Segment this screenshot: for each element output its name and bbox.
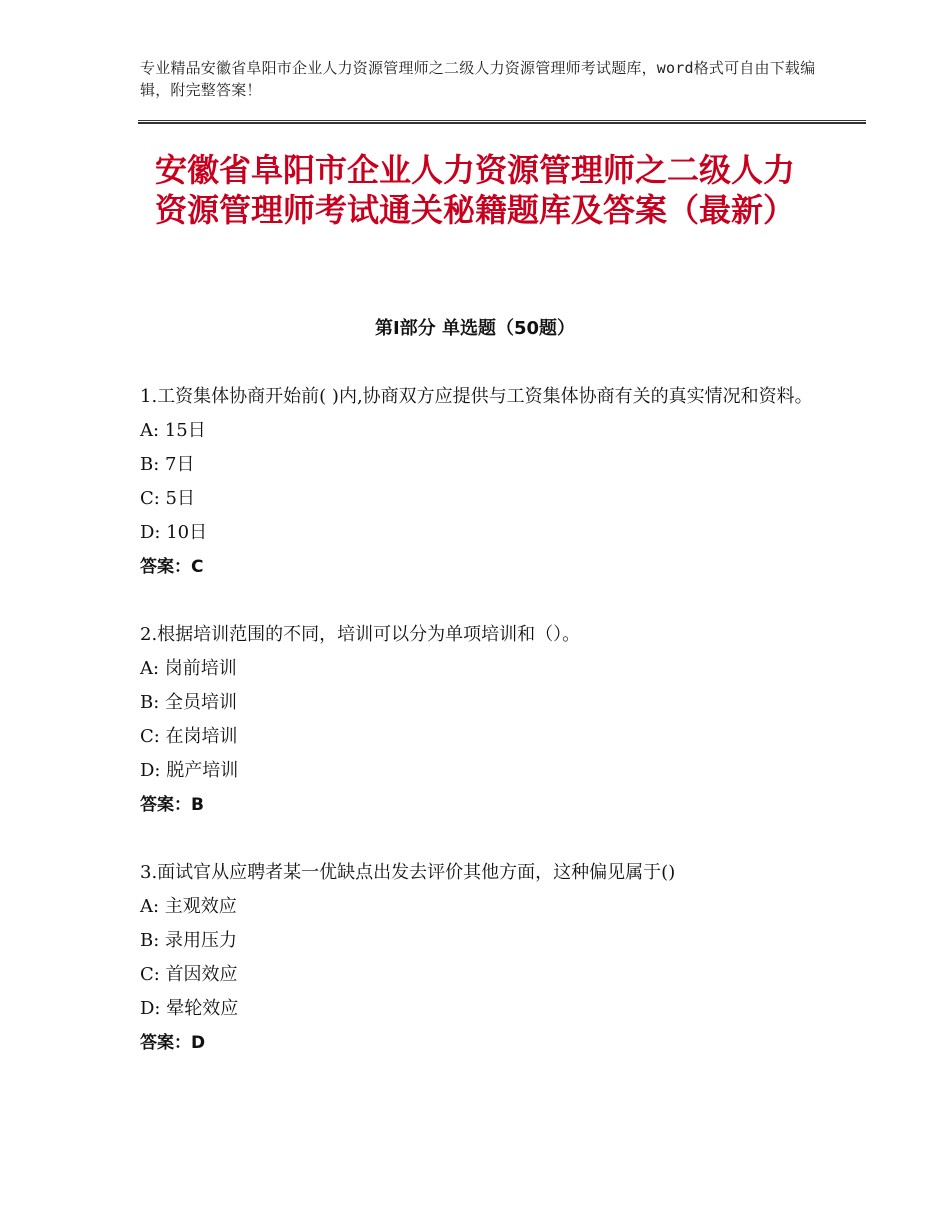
question-stem: 2.根据培训范围的不同，培训可以分为单项培训和（）。	[140, 624, 581, 645]
section-title: 第Ⅰ部分 单选题（50题）	[374, 318, 575, 339]
option-d: D: 晕轮效应	[140, 998, 239, 1019]
question-stem: 1.工资集体协商开始前( )内,协商双方应提供与工资集体协商有关的真实情况和资料。	[140, 386, 813, 407]
option-d: D: 脱产培训	[140, 760, 239, 781]
option-a: A: 主观效应	[140, 896, 237, 917]
document-title: 安徽省阜阳市企业人力资源管理师之二级人力资源管理师考试通关秘籍题库及答案（最新）	[154, 151, 795, 229]
header-note: 专业精品安徽省阜阳市企业人力资源管理师之二级人力资源管理师考试题库，word格式可自由下载编辑，附完整答案！	[140, 59, 816, 99]
option-b: B: 录用压力	[140, 930, 238, 951]
question-2	[140, 618, 820, 822]
option-c: C: 在岗培训	[140, 726, 238, 747]
answer-line: 答案：D	[140, 1033, 206, 1053]
option-d: D: 10日	[140, 522, 208, 543]
option-c: C: 首因效应	[140, 964, 238, 985]
option-b: B: 全员培训	[140, 692, 238, 713]
answer-line: 答案：B	[140, 795, 204, 815]
option-a: A: 15日	[140, 420, 206, 441]
header-divider	[138, 120, 866, 124]
option-c: C: 5日	[140, 488, 196, 509]
option-b: B: 7日	[140, 454, 195, 475]
question-1	[140, 380, 820, 584]
answer-line: 答案：C	[140, 557, 204, 577]
question-list	[140, 380, 820, 1094]
question-stem: 3.面试官从应聘者某一优缺点出发去评价其他方面，这种偏见属于()	[140, 862, 676, 883]
question-3	[140, 856, 820, 1060]
option-a: A: 岗前培训	[140, 658, 237, 679]
